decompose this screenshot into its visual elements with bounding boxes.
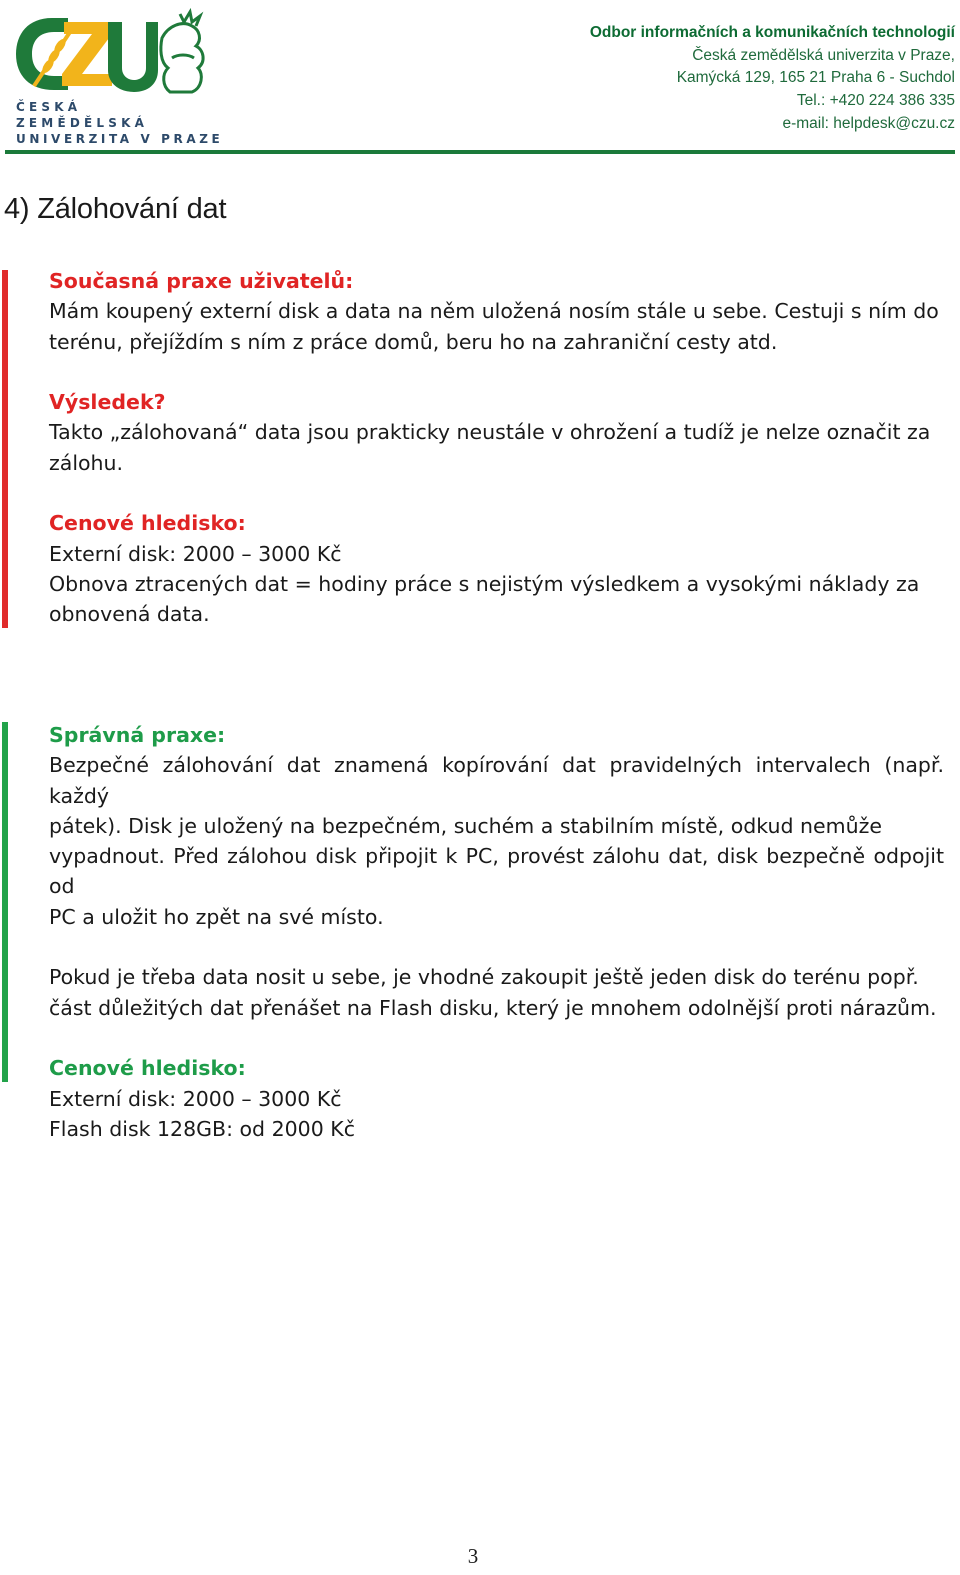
text-line: Mám koupený externí disk a data na něm uložená nosím stále u sebe. Cestuji s ním do bbox=[49, 299, 939, 324]
page-number: 3 bbox=[467, 1544, 479, 1568]
section-title: 4) Zálohování dat bbox=[4, 193, 227, 225]
result-heading: Výsledek? bbox=[49, 390, 166, 415]
good-practice-text bbox=[49, 750, 944, 932]
cost-text bbox=[49, 1084, 944, 1145]
red-side-bar bbox=[2, 270, 8, 628]
email: e-mail: helpdesk@czu.cz bbox=[782, 114, 955, 132]
logo-line-1: ČESKÁ bbox=[16, 100, 82, 114]
bad-practice-content bbox=[49, 266, 944, 660]
good-practice-heading: Správná praxe: bbox=[49, 723, 226, 747]
page-header bbox=[0, 0, 960, 156]
czu-logo bbox=[12, 8, 224, 146]
text-line: Flash disk 128GB: od 2000 Kč bbox=[49, 1116, 355, 1141]
bad-practice-text bbox=[49, 296, 944, 357]
text-line: zálohu. bbox=[49, 450, 124, 475]
text-line: část důležitých dat přenášet na Flash disku, který je mnohem odolnější proti nárazům. bbox=[49, 995, 937, 1020]
good-practice-text-2 bbox=[49, 962, 944, 1023]
contact-block bbox=[590, 22, 955, 136]
logo-line-3: UNIVERZITA V PRAZE bbox=[16, 132, 224, 146]
logo-line-2: ZEMĚDĚLSKÁ bbox=[16, 116, 149, 130]
text-line: Bezpečné zálohování dat znamená kopírování dat pravidelných intervalech (např. každý bbox=[49, 753, 944, 808]
department-name: Odbor informačních a komunikačních technologií bbox=[589, 24, 955, 41]
phone: Tel.: +420 224 386 335 bbox=[796, 92, 955, 110]
bad-practice-block bbox=[0, 270, 960, 628]
good-practice-block bbox=[0, 722, 960, 1141]
result-text bbox=[49, 417, 944, 478]
cost-heading: Cenové hledisko: bbox=[49, 511, 246, 536]
text-line: Externí disk: 2000 – 3000 Kč bbox=[49, 541, 342, 566]
bad-practice-heading: Současná praxe uživatelů: bbox=[49, 269, 354, 293]
text-line: vypadnout. Před zálohou disk připojit k PC, provést zálohu dat, disk bezpečně odpojit od bbox=[49, 844, 944, 899]
text-line: Takto „zálohovaná“ data jsou prakticky neustále v ohrožení a tudíž je nelze označit za bbox=[49, 420, 931, 445]
text-line: terénu, přejíždím s ním z práce domů, beru ho na zahraniční cesty atd. bbox=[49, 329, 778, 354]
text-line: pátek). Disk je uložený na bezpečném, suchém a stabilním místě, odkud nemůže bbox=[49, 813, 882, 838]
text-line: PC a uložit ho zpět na své místo. bbox=[49, 904, 384, 929]
text-line: Externí disk: 2000 – 3000 Kč bbox=[49, 1086, 342, 1111]
good-practice-content bbox=[49, 720, 944, 1174]
text-line: obnovená data. bbox=[49, 602, 210, 627]
text-line: Pokud je třeba data nosit u sebe, je vhodné zakoupit ještě jeden disk do terénu popř. bbox=[49, 965, 919, 990]
address: Kamýcká 129, 165 21 Praha 6 - Suchdol bbox=[676, 69, 955, 87]
header-divider bbox=[5, 150, 955, 154]
green-side-bar bbox=[2, 722, 8, 1082]
cost-heading: Cenové hledisko: bbox=[49, 1056, 246, 1081]
cost-text bbox=[49, 539, 944, 630]
university-name: Česká zemědělská univerzita v Praze, bbox=[692, 46, 955, 64]
czu-emblem-icon bbox=[12, 8, 216, 104]
text-line: Obnova ztracených dat = hodiny práce s nejistým výsledkem a vysokými náklady za bbox=[49, 571, 920, 596]
